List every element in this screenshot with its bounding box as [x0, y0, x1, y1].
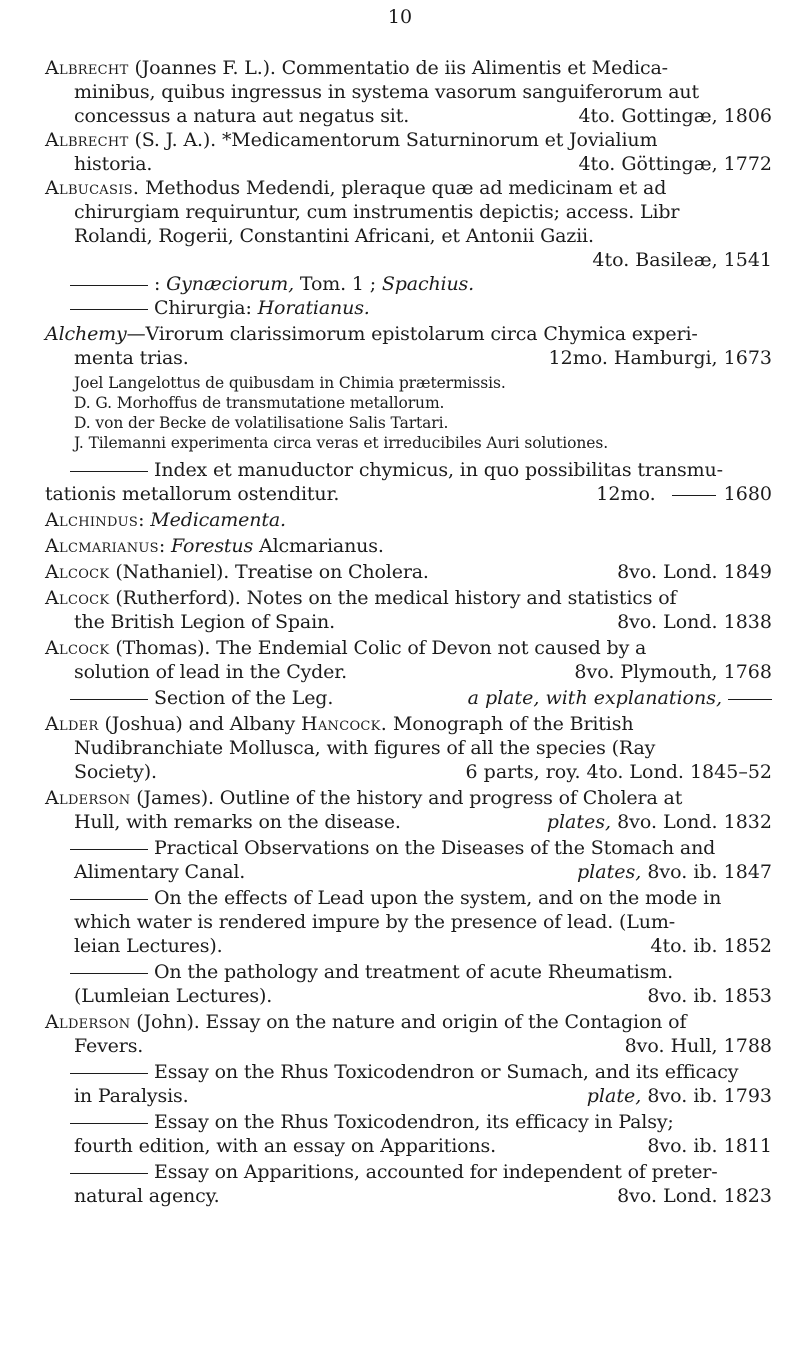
entry-chirurgia: Chirurgia: Horatianus. [70, 296, 370, 320]
entry-heading: Alcock [45, 561, 110, 583]
imprint: 4to. Göttingæ, 1772 [578, 153, 772, 175]
imprint: 8vo. ib. 1853 [647, 985, 772, 1007]
page-number: 10 [387, 6, 413, 28]
ditto-rule [70, 1073, 148, 1074]
entry-heading: Alchindus [45, 509, 139, 531]
entry-heading: Alcmarianus [45, 535, 159, 557]
entry-alchindus: Alchindus: Medicamenta. [45, 509, 286, 531]
ditto-rule [672, 495, 716, 496]
imprint: a plate, with explanations, [468, 686, 772, 710]
entry-heading: Alcock [45, 637, 110, 659]
imprint: 4to. ib. 1852 [650, 935, 772, 957]
entry-albrecht-joannes: Albrecht (Joannes F. L.). Commentatio de iis Alimentis et Medica- [45, 57, 668, 79]
entry-section-leg: Section of the Leg. [70, 686, 333, 710]
entry-heading: Albrecht [45, 129, 129, 151]
ditto-rule [728, 699, 772, 700]
entry-rheumatism: On the pathology and treatment of acute Rheumatism. [70, 960, 673, 984]
imprint: plate, 8vo. ib. 1793 [586, 1085, 772, 1107]
entry-rhus-paralysis: Essay on the Rhus Toxicodendron or Sumach, and its efficacy [70, 1060, 738, 1084]
entry-gynaeciorum: : Gynæciorum, Tom. 1 ; Spachius. [70, 272, 474, 296]
entry-alder-hancock: Alder (Joshua) and Albany Hancock. Monograph of the British [45, 713, 634, 735]
ditto-rule [70, 1123, 148, 1124]
entry-index-manuductor: Index et manuductor chymicus, in quo possibilitas transmu- [70, 458, 723, 482]
entry-practical-observations: Practical Observations on the Diseases of the Stomach and [70, 836, 715, 860]
entry-heading: Alcock [45, 587, 110, 609]
entry-heading: Albrecht [45, 57, 129, 79]
entry-alchemy: Alchemy—Virorum clarissimorum epistolarum circa Chymica experi- [45, 323, 698, 345]
entry-alcock-rutherford: Alcock (Rutherford). Notes on the medical history and statistics of [45, 587, 677, 609]
imprint: 4to. Gottingæ, 1806 [578, 105, 772, 127]
entry-albucasis: Albucasis. Methodus Medendi, pleraque quæ ad medicinam et ad [45, 177, 667, 199]
imprint: 8vo. Hull, 1788 [624, 1035, 772, 1057]
entry-alderson-james: Alderson (James). Outline of the history and progress of Cholera at [45, 787, 683, 809]
imprint: plates, 8vo. ib. 1847 [577, 861, 772, 883]
imprint: 12mo. 1680 [596, 483, 772, 505]
entry-albrecht-sja: Albrecht (S. J. A.). *Medicamentorum Saturninorum et Jovialium [45, 129, 658, 151]
ditto-rule [70, 699, 148, 700]
ditto-rule [70, 285, 148, 286]
imprint: 8vo. Lond. 1849 [617, 561, 772, 583]
ditto-rule [70, 471, 148, 472]
entry-heading: Alderson [45, 787, 131, 809]
entry-alcmarianus: Alcmarianus: Forestus Alcmarianus. [45, 535, 384, 557]
entry-effects-of-lead: On the effects of Lead upon the system, and on the mode in [70, 886, 721, 910]
imprint: 8vo. ib. 1811 [647, 1135, 772, 1157]
entry-alcock-thomas: Alcock (Thomas). The Endemial Colic of Devon not caused by a [45, 637, 647, 659]
entry-heading-coauthor: Hancock. [301, 713, 388, 735]
contents-item: D. von der Becke de volatilisatione Salis Tartari. [74, 414, 449, 432]
entry-heading: Albucasis. [45, 177, 140, 199]
imprint: 4to. Basileæ, 1541 [592, 249, 772, 271]
ditto-rule [70, 1173, 148, 1174]
contents-item: D. G. Morhoffus de transmutatione metallorum. [74, 394, 445, 412]
contents-item: J. Tilemanni experimenta circa veras et irreducibiles Auri solutiones. [74, 434, 609, 452]
entry-heading: Alderson [45, 1011, 131, 1033]
entry-apparitions: Essay on Apparitions, accounted for independent of preter- [70, 1160, 718, 1184]
entry-heading: Alder [45, 713, 99, 735]
entry-alcock-nathaniel: Alcock (Nathaniel). Treatise on Cholera. [45, 561, 429, 583]
entry-alderson-john: Alderson (John). Essay on the nature and origin of the Contagion of [45, 1011, 687, 1033]
imprint: 8vo. Plymouth, 1768 [574, 661, 772, 683]
imprint: 6 parts, roy. 4to. Lond. 1845–52 [465, 761, 772, 783]
catalogue-page: 10 Albrecht (Joannes F. L.). Commentatio de iis Alimentis et Medica- minibus, quibus ingressus in systema vasorum sanguiferorum aut concessus a natura aut negatus sit. 4to. Gottingæ, 1806 Albrecht (S. J. A.). *Medicamentorum Saturninorum et Jovialium historia. 4to. Göttingæ, 1772 Albucasis. Methodus Medendi, pleraque quæ ad medicinam et ad chirurgiam requiruntur, cum instrumentis depictis; access. Libr Rolandi, Rogerii, Constantini Africani, et Antonii Gazii. 4to. Basileæ, 1541 : Gynæciorum, Tom. 1 ; Spachius. Chirurgia: Horatianus. Alchemy—Virorum clarissimorum epistolarum circa Chymica experi- menta trias. 12mo. Hamburgi, 1673 Joel Langelottus de quibusdam in Chimia prætermissis. D. G. Morhoffus de transmutatione metallorum. D. von der Becke de volatilisatione Salis Tartari. J. Tilemanni experimenta circa veras et irreducibiles Auri solutiones. Index et manuductor chymicus, in quo possibilitas transmu- tationis metallorum ostenditur. 12mo. 1680 Alchindus: Medicamenta. Alcmarianus: Forestus Alcmarianus. Alcock (Nathaniel). Treatise on Cholera. 8vo. Lond. 1849 Alcock (Rutherford). Notes on the medical history and statistics of the British Legion of Spain. 8vo. Lond. 1838 Alcock (Thomas). The Endemial Colic of Devon not caused by a solution of lead in the Cyder. 8vo. Plymouth, 1768 Section of the Leg. a plate, with explanations, Alder (Joshua) and Albany Hancock. Monograph of the British Nudibranchiate Mollusca, with figures of all the species (Ray Society). 6 parts, roy. 4to. Lond. 1845–52 Alderson (James). Outline of the history and progress of Cholera at Hull, with remarks on the disease. plates, 8vo. Lond. 1832 Practical Observations on the Diseases of the Stomach and Alimentary Canal. plates, 8vo. ib. 1847 On the effects of Lead upon the system, and on the mode in which water is rendered impure by the presence of lead. (Lum- leian Lectures). 4to. ib. 1852 On the pathology and treatment of acute Rheumatism. (Lumleian Lectures). 8vo. ib. 1853 Alderson (John). Essay on the nature and origin of the Contagion of Fevers. 8vo. Hull, 1788 Essay on the Rhus Toxicodendron or Sumach, and its efficacy in Paralysis. plate, 8vo. ib. 1793 Essay on the Rhus Toxicodendron, its efficacy in Palsy; fourth edition, with an essay on Apparitions. 8vo. ib. 1811 Essay on Apparitions, accounted for independent of preter- natural agency. 8vo. Lond. 1823 [0, 0, 800, 1349]
ditto-rule [70, 309, 148, 310]
imprint: 12mo. Hamburgi, 1673 [548, 347, 772, 369]
contents-item: Joel Langelottus de quibusdam in Chimia prætermissis. [74, 374, 506, 392]
imprint: 8vo. Lond. 1823 [617, 1185, 772, 1207]
ditto-rule [70, 849, 148, 850]
imprint: plates, 8vo. Lond. 1832 [546, 811, 772, 833]
entry-heading: Alchemy [45, 323, 127, 345]
entry-rhus-palsy: Essay on the Rhus Toxicodendron, its efficacy in Palsy; [70, 1110, 674, 1134]
ditto-rule [70, 973, 148, 974]
imprint: 8vo. Lond. 1838 [617, 611, 772, 633]
ditto-rule [70, 899, 148, 900]
